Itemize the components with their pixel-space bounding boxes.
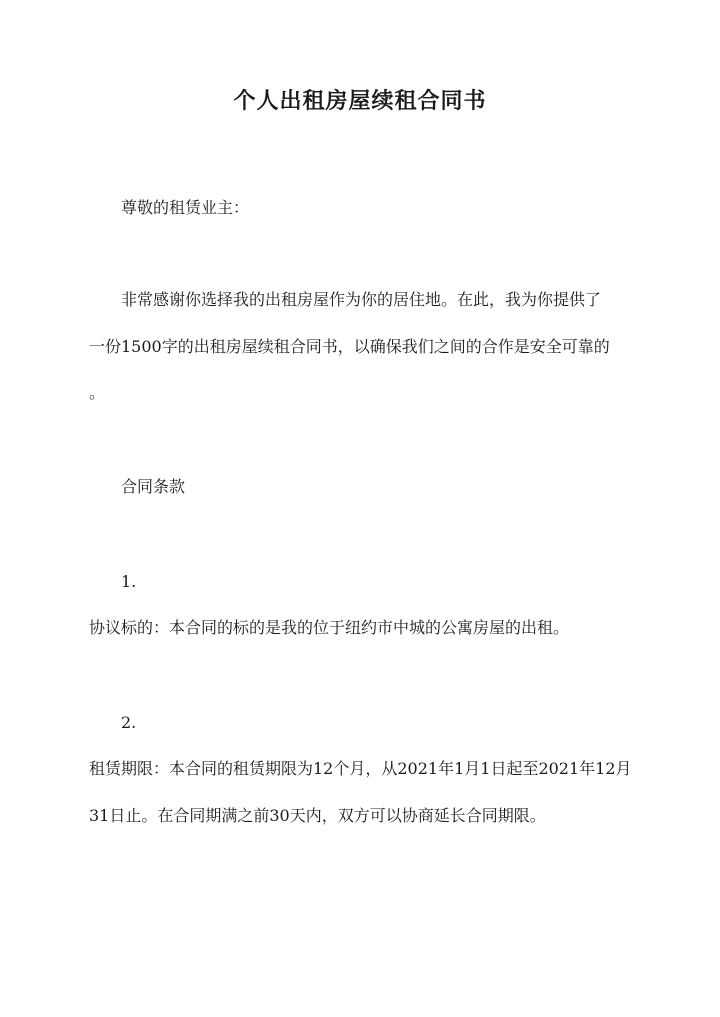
intro-line-1: 非常感谢你选择我的出租房屋作为你的居住地。在此，我为你提供了 [121, 290, 602, 309]
intro-line-3: 。 [89, 383, 106, 402]
document-title: 个人出租房屋续租合同书 [233, 88, 487, 114]
clause-number: 1. [121, 572, 137, 591]
intro-line-2: 一份1500字的出租房屋续租合同书，以确保我们之间的合作是安全可靠的 [89, 337, 610, 356]
clause-text: 31日止。在合同期满之前30天内，双方可以协商延长合同期限。 [89, 806, 546, 825]
clause-number: 2. [121, 713, 137, 732]
section-heading: 合同条款 [121, 477, 186, 496]
salutation: 尊敬的租赁业主： [121, 198, 250, 217]
clause-text: 协议标的：本合同的标的是我的位于纽约市中城的公寓房屋的出租。 [89, 618, 570, 637]
clause-text: 租赁期限：本合同的租赁期限为12个月，从2021年1月1日起至2021年12月 [89, 759, 632, 778]
